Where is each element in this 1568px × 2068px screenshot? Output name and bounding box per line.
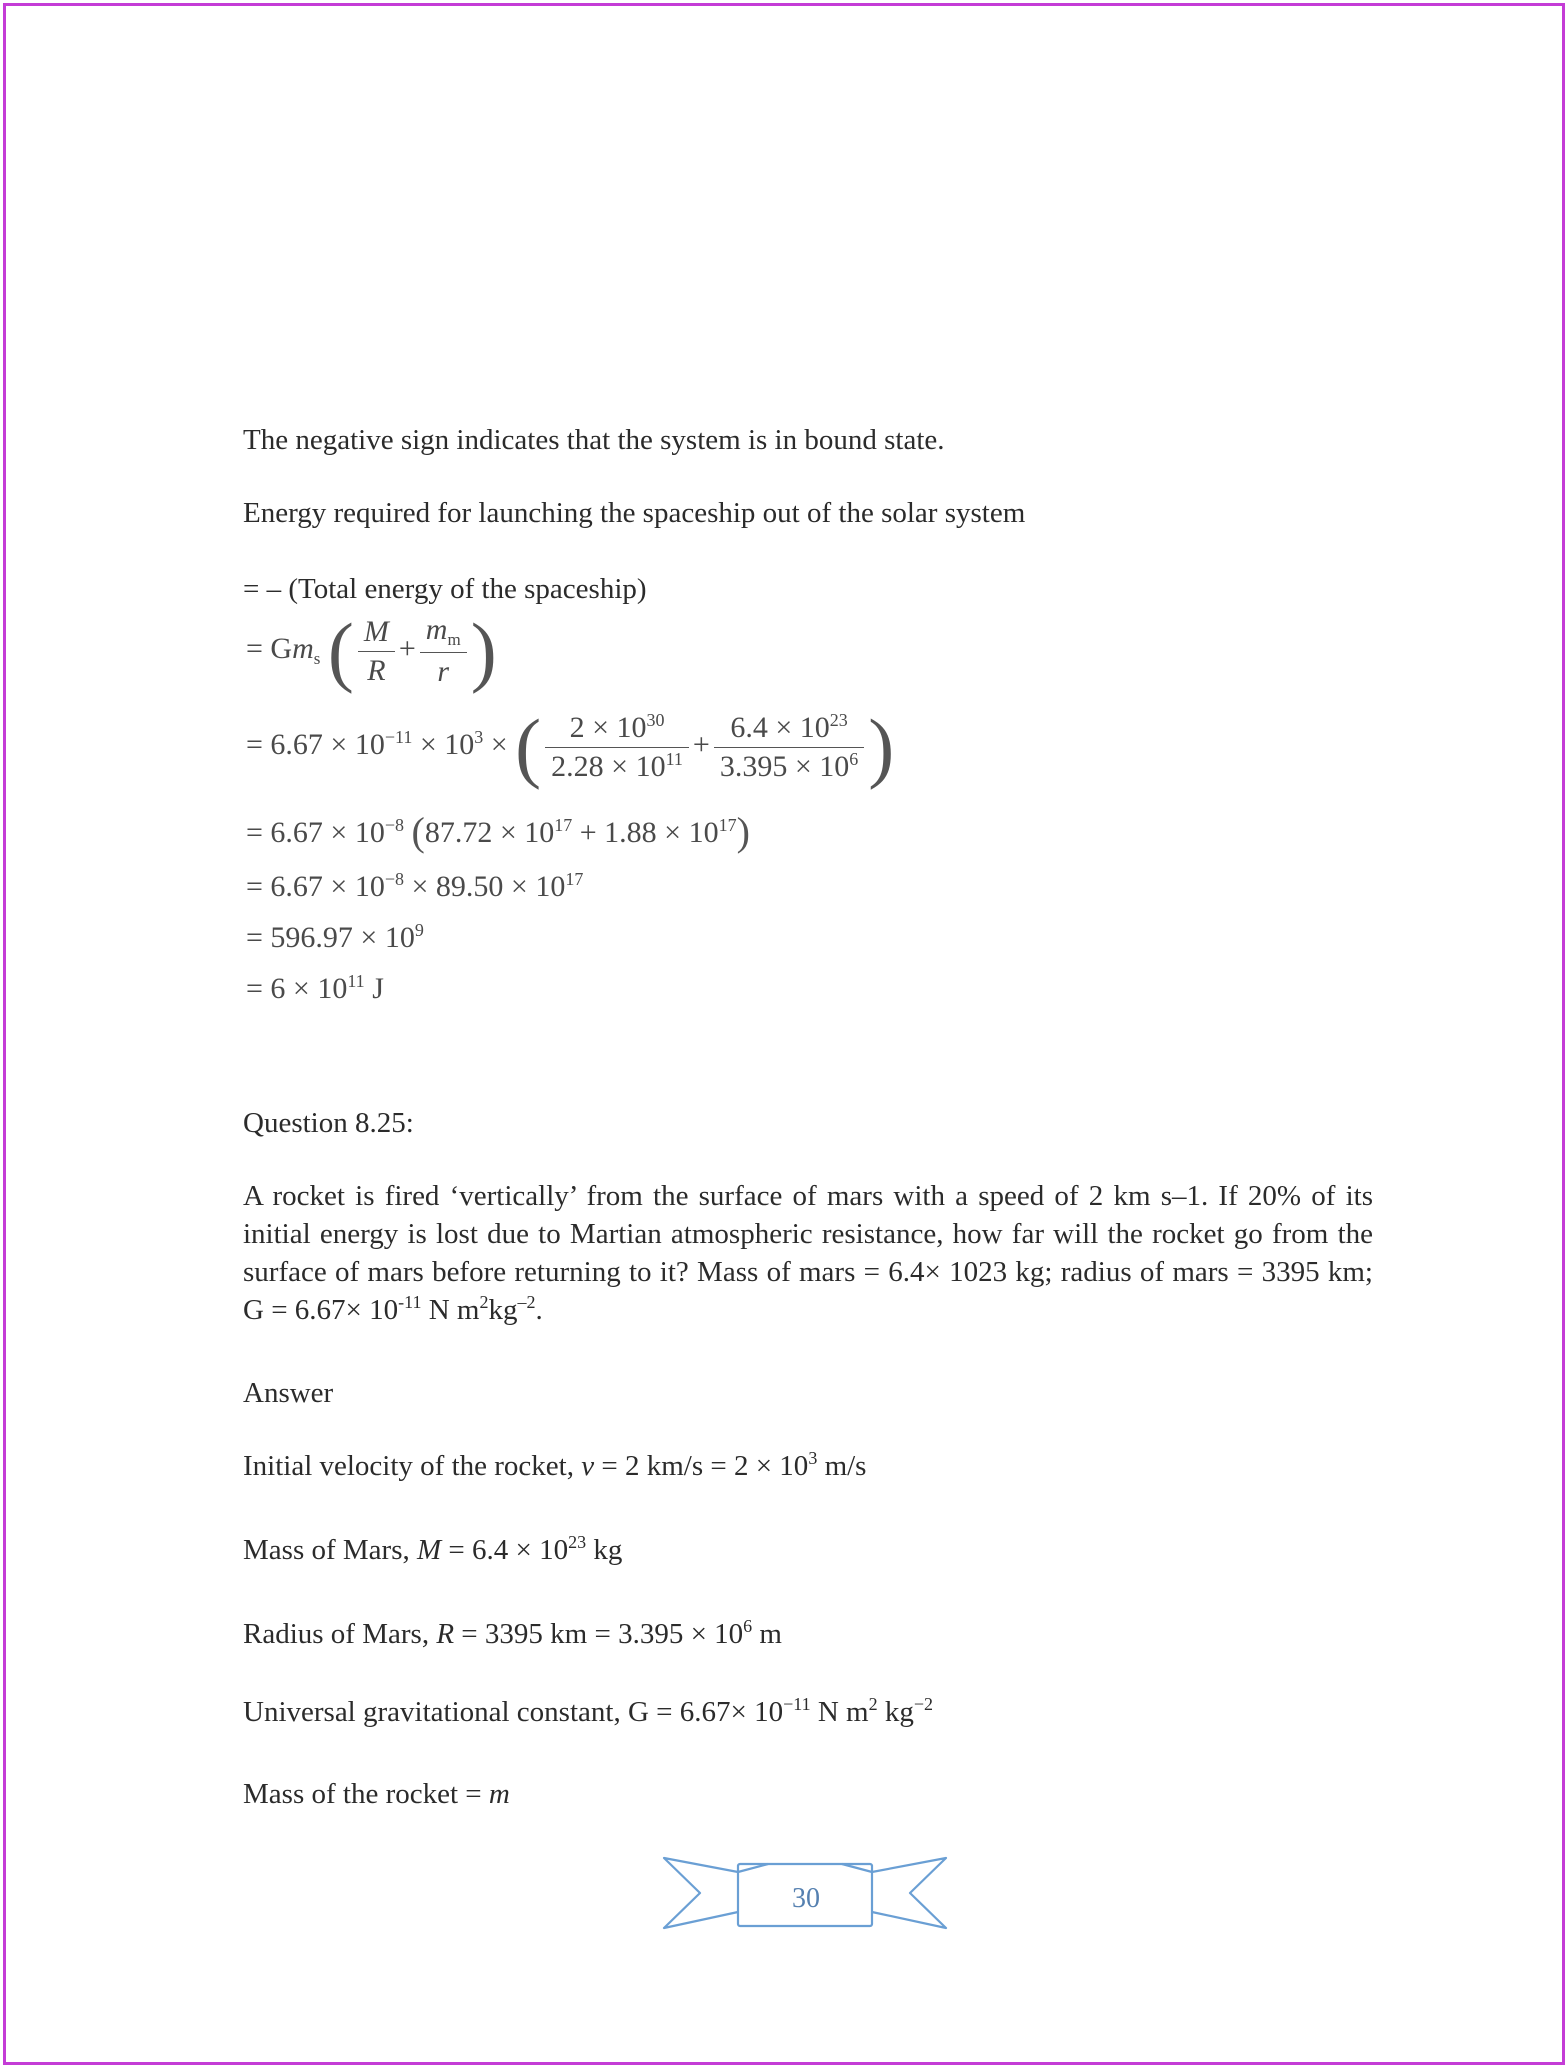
- equation-line-5: = $596.97 \times 10^9$: [246, 920, 424, 954]
- paragraph-bound-state: The negative sign indicates that the system is in bound state.: [243, 424, 945, 456]
- answer-radius-of-mars: Radius of Mars, R = 3395 km = $3.395 \times 10^6$ m: [243, 1616, 782, 1650]
- answer-gravitational-constant: Universal gravitational constant, $G = 6.67\times 10^{-11}$ N $m^2$ $kg^{-2}$: [243, 1694, 933, 1728]
- fraction-sun-term: $\frac{2 \times 10^{30}}{2.28 \times 10^{11}}$: [545, 711, 689, 784]
- page-number: 30: [792, 1883, 820, 1914]
- equation-line-4: = $6.67 \times 10^{-8} \times 89.50 \times 10^{17}$: [246, 869, 584, 903]
- answer-initial-velocity: Initial velocity of the rocket, v = 2 $km/s = 2 \times 10^3$ m/s: [243, 1448, 867, 1482]
- paragraph-energy-required: Energy required for launching the spaceship out of the solar system: [243, 497, 1026, 529]
- fraction-M-over-R: $\frac{M}{R}$: [358, 615, 395, 688]
- fraction-mm-over-r: $\frac{m_m}{r}$: [420, 613, 467, 689]
- equation-line-1: = $Gm_s$ ( $\frac{M}{R}$ + $\frac{m_m}{r}$ ): [246, 607, 497, 694]
- equation-line-3: = $6.67 \times 10^{-8}$ $(87.72 \times 10^{17} + 1.88 \times 10^{17})$: [246, 809, 750, 854]
- equation-line-6: = $6 \times 10^{11}$ J: [246, 971, 384, 1005]
- question-body: A rocket is fired ‘vertically’ from the surface of mars with a speed of 2 km s–1. If 20% of its initial energy is lost due to Martian atmospheric resistance, how far will the rocket go from the surface of mars before returning to it? Mass of mars = 6.4× 1023 kg; radius of mars = 3395 km; $G = 6.67\times 10^{-11}$ N $m^2kg^{-2}$.: [243, 1180, 1373, 1326]
- equation-line-2: = $6.67 \times 10^{-11} \times 10^3$ × ( $\frac{2 \times 10^{30}}{2.28 \times 10^{11}}$ + $\frac{6.4 \times 10^{23}}{3.395 \times 10^6}$ ): [246, 703, 895, 790]
- answer-heading: Answer: [243, 1377, 334, 1409]
- fraction-mars-term: $\frac{6.4 \times 10^{23}}{3.395 \times 10^6}$: [714, 711, 864, 784]
- page-border: [3, 3, 1565, 2065]
- paragraph-total-energy: = – (Total energy of the spaceship): [243, 573, 647, 605]
- answer-mass-of-rocket: Mass of the rocket = m: [243, 1778, 510, 1810]
- answer-mass-of-mars: Mass of Mars, $M = 6.4 \times 10^{23}$ kg: [243, 1532, 623, 1566]
- question-heading: Question 8.25:: [243, 1107, 414, 1139]
